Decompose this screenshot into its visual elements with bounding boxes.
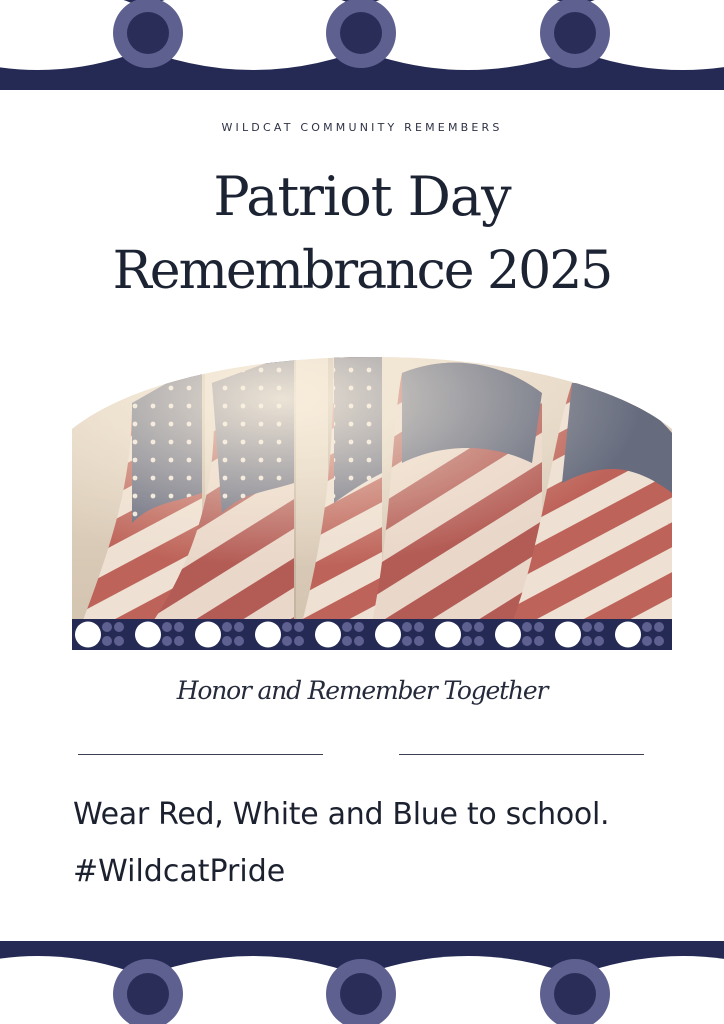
top-decorative-band	[0, 0, 724, 90]
message-line-1: Wear Red, White and Blue to school.	[73, 797, 610, 832]
tagline: Honor and Remember Together	[176, 676, 548, 705]
divider-right	[399, 754, 644, 755]
divider-left	[78, 754, 323, 755]
bottom-decorative-band	[0, 941, 724, 1024]
title-line-2: Remembrance 2025	[112, 241, 612, 301]
eye-pattern-top	[0, 0, 724, 70]
eyebrow-text: WILDCAT COMMUNITY REMEMBERS	[221, 121, 503, 134]
dot-pattern-strip	[72, 619, 672, 650]
message-hashtag: #WildcatPride	[73, 854, 286, 889]
page-title	[0, 160, 724, 308]
flags-photo	[72, 343, 672, 623]
eye-pattern-bottom	[0, 956, 724, 1024]
title-line-1: Patriot Day	[213, 165, 511, 228]
